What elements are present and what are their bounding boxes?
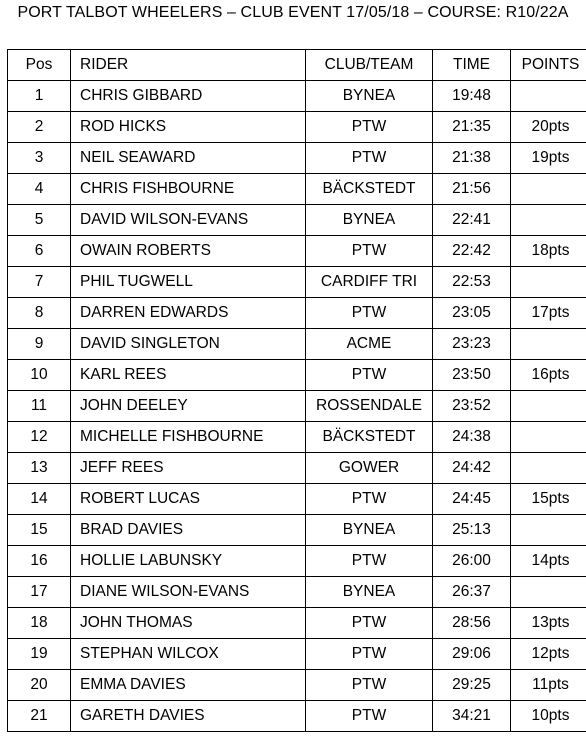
cell-points: [511, 577, 586, 608]
cell-club: BÄCKSTEDT: [306, 174, 433, 205]
cell-club: PTW: [306, 701, 433, 732]
column-header-pos: Pos: [8, 50, 71, 81]
cell-rider: OWAIN ROBERTS: [71, 236, 306, 267]
cell-club: PTW: [306, 360, 433, 391]
table-row: [8, 453, 586, 484]
cell-club: CARDIFF TRI: [306, 267, 433, 298]
cell-points: [511, 422, 586, 453]
cell-time: 23:52: [433, 391, 511, 422]
cell-time: 34:21: [433, 701, 511, 732]
cell-rider: ROD HICKS: [71, 112, 306, 143]
cell-rider: JEFF REES: [71, 453, 306, 484]
cell-time: 26:37: [433, 577, 511, 608]
cell-club: PTW: [306, 639, 433, 670]
cell-points: 11pts: [511, 670, 586, 701]
cell-time: 22:53: [433, 267, 511, 298]
cell-points: 19pts: [511, 143, 586, 174]
table-row: [8, 515, 586, 546]
table-row: [8, 112, 586, 143]
cell-time: 23:23: [433, 329, 511, 360]
page-title: PORT TALBOT WHEELERS – CLUB EVENT 17/05/18 – COURSE: R10/22A: [17, 4, 569, 21]
cell-rider: NEIL SEAWARD: [71, 143, 306, 174]
table-row: [8, 174, 586, 205]
table-row: [8, 143, 586, 174]
cell-time: 23:50: [433, 360, 511, 391]
cell-time: 24:42: [433, 453, 511, 484]
table-row: [8, 360, 586, 391]
cell-rider: KARL REES: [71, 360, 306, 391]
cell-club: PTW: [306, 608, 433, 639]
column-header-points: POINTS: [511, 50, 586, 81]
cell-club: PTW: [306, 484, 433, 515]
cell-points: [511, 267, 586, 298]
cell-pos: 7: [8, 267, 71, 298]
cell-club: PTW: [306, 670, 433, 701]
column-header-club: CLUB/TEAM: [306, 50, 433, 81]
cell-rider: STEPHAN WILCOX: [71, 639, 306, 670]
cell-rider: DIANE WILSON-EVANS: [71, 577, 306, 608]
cell-club: GOWER: [306, 453, 433, 484]
header-row: [8, 50, 586, 81]
cell-rider: CHRIS GIBBARD: [71, 81, 306, 112]
cell-points: 15pts: [511, 484, 586, 515]
cell-points: 18pts: [511, 236, 586, 267]
cell-points: [511, 81, 586, 112]
cell-pos: 18: [8, 608, 71, 639]
cell-pos: 12: [8, 422, 71, 453]
cell-pos: 11: [8, 391, 71, 422]
table-row: [8, 391, 586, 422]
cell-points: [511, 391, 586, 422]
cell-time: 23:05: [433, 298, 511, 329]
cell-time: 19:48: [433, 81, 511, 112]
cell-time: 29:06: [433, 639, 511, 670]
cell-pos: 19: [8, 639, 71, 670]
cell-time: 25:13: [433, 515, 511, 546]
cell-points: [511, 453, 586, 484]
cell-time: 21:56: [433, 174, 511, 205]
cell-points: 20pts: [511, 112, 586, 143]
cell-rider: DARREN EDWARDS: [71, 298, 306, 329]
cell-rider: MICHELLE FISHBOURNE: [71, 422, 306, 453]
cell-rider: JOHN DEELEY: [71, 391, 306, 422]
cell-club: BYNEA: [306, 81, 433, 112]
cell-pos: 2: [8, 112, 71, 143]
cell-club: BYNEA: [306, 577, 433, 608]
cell-points: 17pts: [511, 298, 586, 329]
table-row: [8, 546, 586, 577]
column-header-rider: RIDER: [71, 50, 306, 81]
cell-rider: CHRIS FISHBOURNE: [71, 174, 306, 205]
cell-rider: DAVID SINGLETON: [71, 329, 306, 360]
cell-pos: 9: [8, 329, 71, 360]
cell-pos: 13: [8, 453, 71, 484]
table-row: [8, 422, 586, 453]
cell-points: 16pts: [511, 360, 586, 391]
cell-rider: JOHN THOMAS: [71, 608, 306, 639]
cell-time: 28:56: [433, 608, 511, 639]
cell-pos: 20: [8, 670, 71, 701]
table-row: [8, 701, 586, 732]
table-row: [8, 329, 586, 360]
table-row: [8, 236, 586, 267]
column-header-time: TIME: [433, 50, 511, 81]
results-body: [8, 81, 586, 732]
cell-pos: 1: [8, 81, 71, 112]
table-row: [8, 81, 586, 112]
cell-time: 29:25: [433, 670, 511, 701]
cell-rider: BRAD DAVIES: [71, 515, 306, 546]
cell-club: PTW: [306, 143, 433, 174]
table-row: [8, 267, 586, 298]
cell-points: [511, 174, 586, 205]
cell-time: 22:42: [433, 236, 511, 267]
cell-club: ACME: [306, 329, 433, 360]
cell-club: PTW: [306, 112, 433, 143]
cell-time: 21:38: [433, 143, 511, 174]
cell-points: [511, 515, 586, 546]
table-row: [8, 577, 586, 608]
table-row: [8, 205, 586, 236]
cell-club: BYNEA: [306, 205, 433, 236]
cell-pos: 16: [8, 546, 71, 577]
table-row: [8, 670, 586, 701]
cell-club: PTW: [306, 298, 433, 329]
table-row: [8, 484, 586, 515]
cell-pos: 14: [8, 484, 71, 515]
table-row: [8, 298, 586, 329]
cell-pos: 15: [8, 515, 71, 546]
cell-pos: 6: [8, 236, 71, 267]
cell-points: 14pts: [511, 546, 586, 577]
cell-points: 13pts: [511, 608, 586, 639]
cell-pos: 8: [8, 298, 71, 329]
table-row: [8, 608, 586, 639]
cell-pos: 10: [8, 360, 71, 391]
cell-points: 10pts: [511, 701, 586, 732]
cell-club: PTW: [306, 546, 433, 577]
cell-pos: 5: [8, 205, 71, 236]
cell-rider: EMMA DAVIES: [71, 670, 306, 701]
cell-time: 24:38: [433, 422, 511, 453]
cell-points: [511, 205, 586, 236]
cell-time: 24:45: [433, 484, 511, 515]
cell-time: 22:41: [433, 205, 511, 236]
results-table: [7, 49, 586, 732]
cell-rider: HOLLIE LABUNSKY: [71, 546, 306, 577]
table-row: [8, 639, 586, 670]
cell-club: PTW: [306, 236, 433, 267]
cell-rider: ROBERT LUCAS: [71, 484, 306, 515]
cell-pos: 3: [8, 143, 71, 174]
cell-rider: DAVID WILSON-EVANS: [71, 205, 306, 236]
cell-rider: PHIL TUGWELL: [71, 267, 306, 298]
cell-time: 21:35: [433, 112, 511, 143]
cell-points: [511, 329, 586, 360]
cell-pos: 4: [8, 174, 71, 205]
cell-points: 12pts: [511, 639, 586, 670]
cell-club: ROSSENDALE: [306, 391, 433, 422]
cell-time: 26:00: [433, 546, 511, 577]
cell-pos: 17: [8, 577, 71, 608]
cell-club: BYNEA: [306, 515, 433, 546]
cell-pos: 21: [8, 701, 71, 732]
cell-club: BÄCKSTEDT: [306, 422, 433, 453]
cell-rider: GARETH DAVIES: [71, 701, 306, 732]
